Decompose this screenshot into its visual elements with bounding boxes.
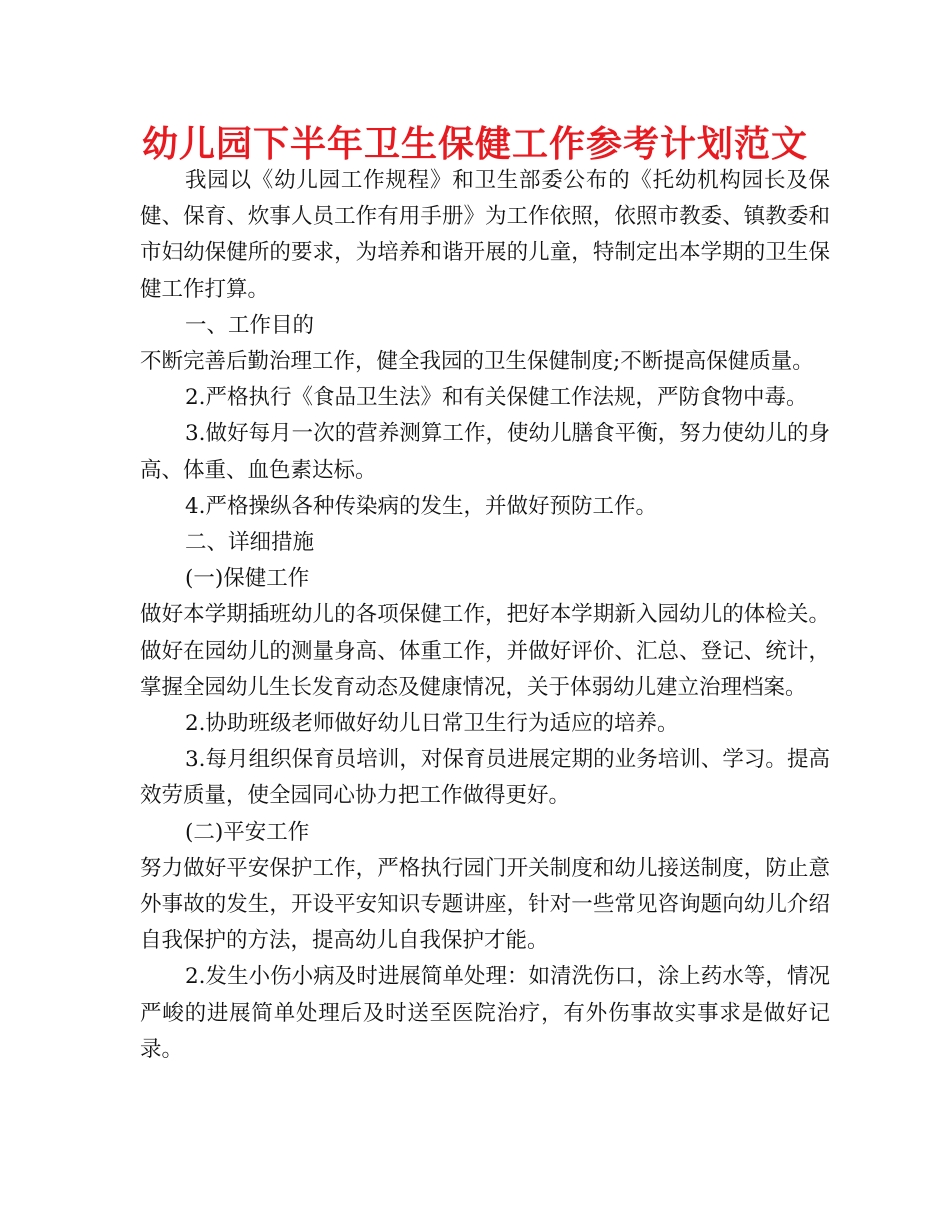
document-title: 幼儿园下半年卫生保健工作参考计划范文 [141,124,808,165]
paragraph: 2.严格执行《食品卫生法》和有关保健工作法规，严防食物中毒。 [185,385,808,411]
paragraph: (一)保健工作 [185,566,310,592]
paragraph: (二)平安工作 [185,819,310,845]
paragraph: 2.发生小伤小病及时进展简单处理：如清洗伤口，涂上药水等，情况严峻的进展简单处理后及时送至医院治疗，有外伤事故实事求是做好记录。 [140,964,830,1062]
paragraph: 二、详细措施 [185,530,315,556]
document-body [140,163,830,1068]
paragraph: 做好本学期插班幼儿的各项保健工作，把好本学期新入园幼儿的体检关。做好在园幼儿的测量身高、体重工作，并做好评价、汇总、登记、统计，掌握全园幼儿生长发育动态及健康情况，关于体弱幼儿建立治理档案。 [140,602,830,700]
paragraph: 3.做好每月一次的营养测算工作，使幼儿膳食平衡，努力使幼儿的身高、体重、血色素达标。 [140,421,830,483]
paragraph: 2.协助班级老师做好幼儿日常卫生行为适应的培养。 [185,711,679,737]
paragraph: 不断完善后勤治理工作，健全我园的卫生保健制度;不断提高保健质量。 [140,349,814,375]
paragraph: 努力做好平安保护工作，严格执行园门开关制度和幼儿接送制度，防止意外事故的发生，开设平安知识专题讲座，针对一些常见咨询题向幼儿介绍自我保护的方法，提高幼儿自我保护才能。 [140,855,830,954]
paragraph: 一、工作目的 [185,312,315,338]
paragraph: 3.每月组织保育员培训，对保育员进展定期的业务培训、学习。提高效劳质量，使全园同心协力把工作做得更好。 [140,747,830,809]
paragraph: 4.严格操纵各种传染病的发生，并做好预防工作。 [185,493,658,519]
paragraph: 我园以《幼儿园工作规程》和卫生部委公布的《托幼机构园长及保健、保育、炊事人员工作有用手册》为工作依照，依照市教委、镇教委和市妇幼保健所的要求，为培养和谐开展的儿童，特制定出本学期的卫生保健工作打算。 [140,168,830,302]
